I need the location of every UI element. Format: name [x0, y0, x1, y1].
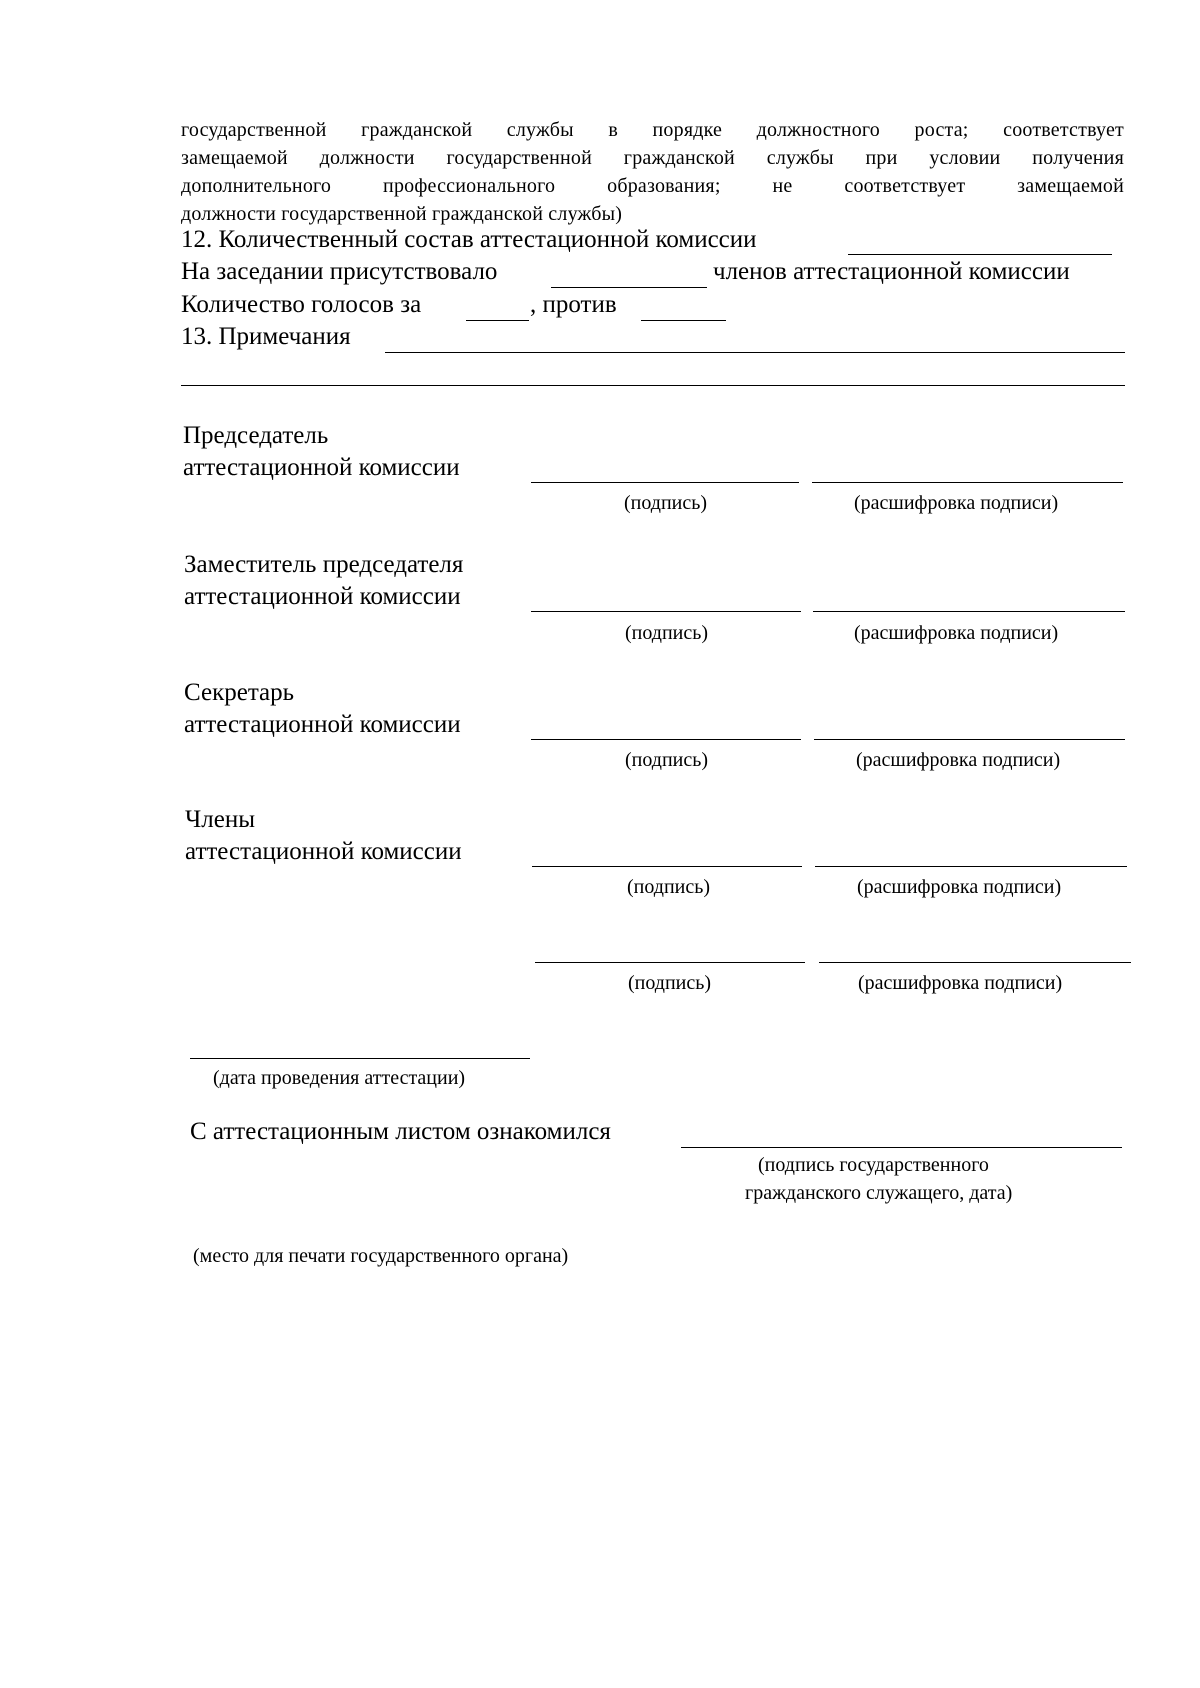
members-title: Члены: [185, 806, 255, 833]
decode-caption: (расшифровка подписи): [858, 972, 1063, 994]
intro-paragraph: [181, 116, 1124, 228]
acknowledged-label: С аттестационным листом ознакомился: [190, 1118, 611, 1145]
votes-for-field[interactable]: [466, 320, 529, 321]
signature-caption: (подпись): [625, 749, 709, 771]
notes-field-line-2[interactable]: [181, 385, 1125, 386]
deputy-decode-field[interactable]: [813, 611, 1125, 612]
member-decode-field-1[interactable]: [815, 866, 1127, 867]
votes-against-label: , против: [530, 291, 617, 318]
intro-line: должности государственной гражданской службы): [181, 203, 623, 225]
member-signature-field-1[interactable]: [532, 866, 802, 867]
chairman-title-line2: аттестационной комиссии: [183, 454, 460, 481]
chairman-title: Председатель: [183, 422, 329, 449]
intro-line: государственной гражданской службы в порядке должностного роста; соответствует: [181, 119, 1124, 141]
signature-caption: (подпись): [624, 492, 708, 514]
present-count-field[interactable]: [551, 287, 707, 288]
secretary-title-line2: аттестационной комиссии: [184, 711, 461, 738]
attestation-date-field[interactable]: [190, 1058, 530, 1059]
member-signature-field-2[interactable]: [535, 962, 805, 963]
composition-count-field[interactable]: [848, 254, 1112, 255]
decode-caption: (расшифровка подписи): [854, 622, 1059, 644]
item12-present-suffix: членов аттестационной комиссии: [713, 258, 1070, 285]
chairman-decode-field[interactable]: [812, 482, 1123, 483]
secretary-title: Секретарь: [184, 679, 295, 706]
notes-field-line-1[interactable]: [385, 352, 1125, 353]
deputy-chairman-title: Заместитель председателя: [184, 551, 464, 578]
deputy-signature-field[interactable]: [531, 611, 801, 612]
member-decode-field-2[interactable]: [819, 962, 1131, 963]
secretary-signature-field[interactable]: [531, 739, 801, 740]
decode-caption: (расшифровка подписи): [857, 876, 1062, 898]
acknowledged-caption-line1: (подпись государственного: [758, 1154, 989, 1176]
decode-caption: (расшифровка подписи): [856, 749, 1061, 771]
votes-for-label: Количество голосов за: [181, 291, 422, 318]
chairman-signature-field[interactable]: [531, 482, 799, 483]
secretary-decode-field[interactable]: [814, 739, 1125, 740]
item12-present-prefix: На заседании присутствовало: [181, 258, 498, 285]
signature-caption: (подпись): [627, 876, 711, 898]
members-title-line2: аттестационной комиссии: [185, 838, 462, 865]
item12-composition-label: 12. Количественный состав аттестационной комиссии: [181, 226, 757, 253]
seal-place-caption: (место для печати государственного органа): [193, 1245, 569, 1267]
signature-caption: (подпись): [625, 622, 709, 644]
intro-line: замещаемой должности государственной гражданской службы при условии получения: [181, 147, 1124, 169]
attestation-date-caption: (дата проведения аттестации): [213, 1067, 466, 1089]
intro-line: дополнительного профессионального образования; не соответствует замещаемой: [181, 175, 1124, 197]
decode-caption: (расшифровка подписи): [854, 492, 1059, 514]
item13-notes-label: 13. Примечания: [181, 323, 351, 350]
signature-caption: (подпись): [628, 972, 712, 994]
deputy-chairman-title-line2: аттестационной комиссии: [184, 583, 461, 610]
acknowledged-signature-field[interactable]: [681, 1147, 1122, 1148]
acknowledged-caption-line2: гражданского служащего, дата): [745, 1182, 1013, 1204]
votes-against-field[interactable]: [641, 320, 726, 321]
